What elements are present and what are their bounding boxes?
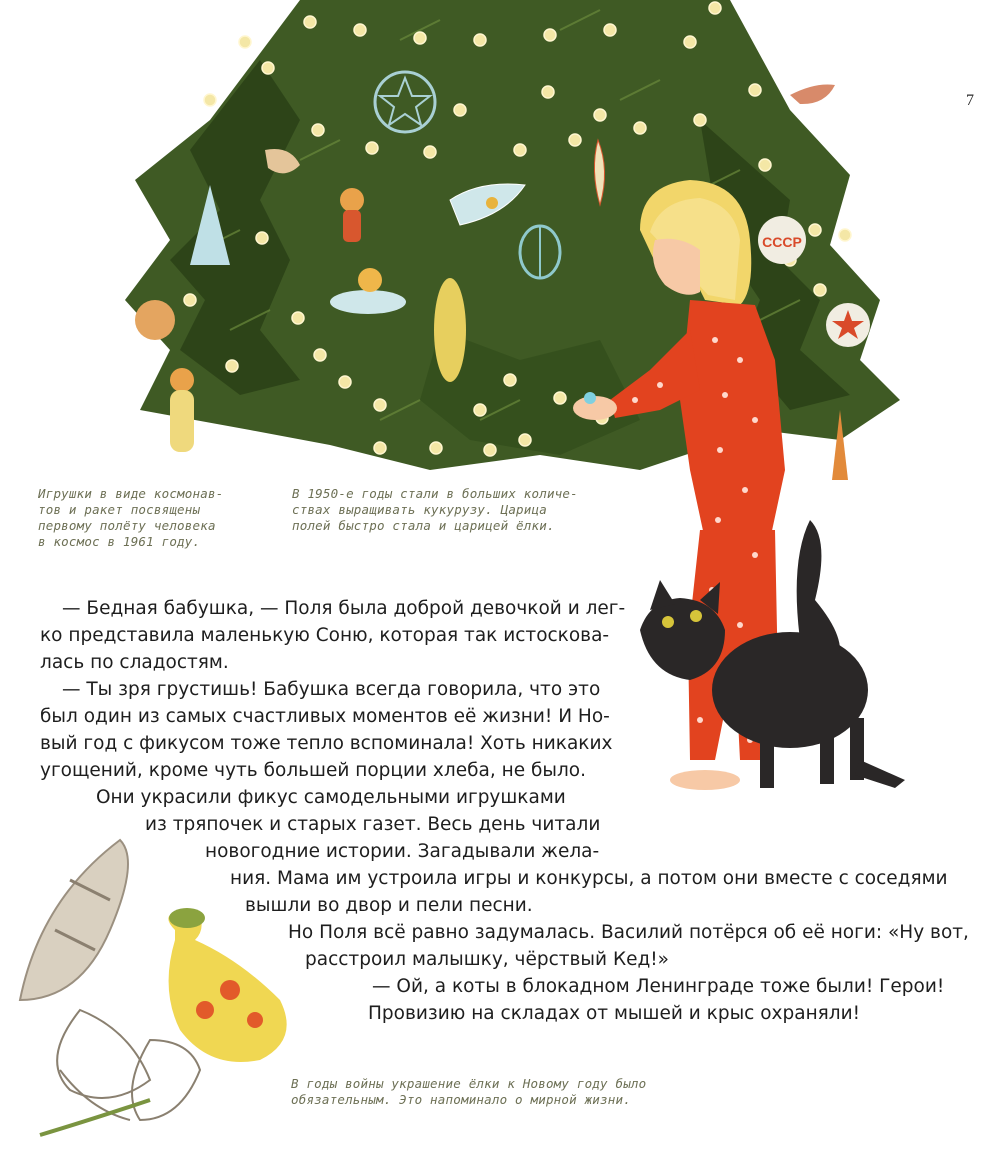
story-line: Но Поля всё равно задумалась. Василий потёрся об её ноги: «Ну вот,: [288, 922, 969, 943]
story-line: ко представила маленькую Соню, которая так истосковa-: [40, 625, 610, 646]
caption-line: В 1950-е годы стали в больших количе-: [292, 486, 578, 501]
caption-line: в космос в 1961 году.: [38, 534, 201, 549]
caption-line: первому полёту человека: [38, 518, 216, 533]
caption-cosmonaut-toys: [38, 486, 223, 550]
caption-war-years: [291, 1076, 646, 1108]
caption-line: ствах выращивать кукурузу. Царица: [292, 502, 547, 517]
page-number: 7: [966, 92, 974, 109]
story-line: лась по сладостям.: [40, 652, 229, 673]
caption-line: обязательным. Это напоминало о мирной жизни.: [291, 1092, 631, 1107]
story-line: вый год с фикусом тоже тепло вспоминала! Хоть никаких: [40, 733, 613, 754]
story-line: — Бедная бабушка, — Поля была доброй девочкой и лег-: [62, 598, 626, 619]
caption-line: В годы войны украшение ёлки к Новому году было: [291, 1076, 647, 1091]
story-line: вышли во двор и пели песни.: [245, 895, 533, 916]
caption-line: Игрушки в виде космонав-: [38, 486, 224, 501]
caption-corn-toys: [292, 486, 578, 534]
caption-line: полей быстро стала и царицей ёлки.: [292, 518, 555, 533]
story-line: — Ты зря грустишь! Бабушка всегда говорила, что это: [62, 679, 601, 700]
caption-line: тов и ракет посвящены: [38, 502, 201, 517]
story-line: Они украсили фикус самодельными игрушками: [96, 787, 566, 808]
story-line: угощений, кроме чуть большей порции хлеба, не было.: [40, 760, 586, 781]
story-line: расстроил малышку, чёрствый Кед!»: [305, 949, 669, 970]
cccp-ornament-label: CCCP: [762, 234, 802, 250]
story-line: — Ой, а коты в блокадном Ленинграде тоже были! Герои!: [372, 976, 945, 997]
story-line: был один из самых счастливых моментов её жизни! И Но-: [40, 706, 610, 727]
story-line: новогодние истории. Загадывали жела-: [205, 841, 600, 862]
story-line: из тряпочек и старых газет. Весь день читали: [145, 814, 601, 835]
story-line: ния. Мама им устроила игры и конкурсы, а потом они вместе с соседями: [230, 868, 948, 889]
story-line: Провизию на складах от мышей и крыс охраняли!: [368, 1003, 861, 1024]
